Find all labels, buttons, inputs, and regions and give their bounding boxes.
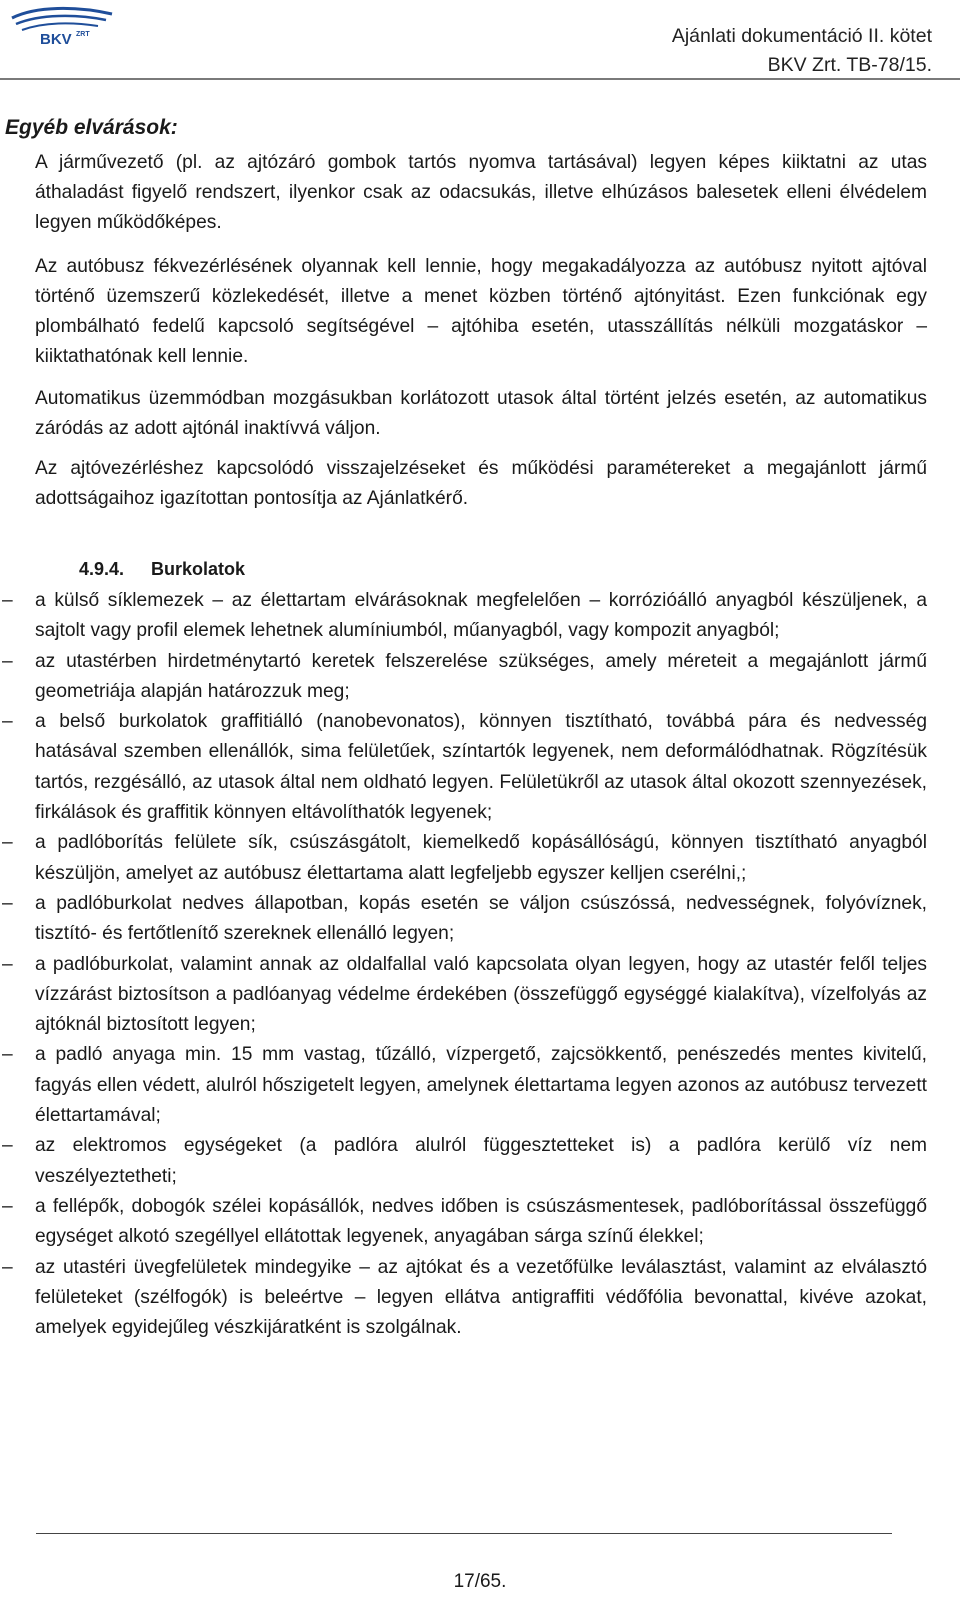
list-item-text: a padlóburkolat nedves állapotban, kopás esetén se váljon csúszóssá, nedvességnek, folyóvíznek, tisztító- és fertőtlenítő szereknek ellenálló legyen; [35,892,927,945]
list-item-text: az utastérben hirdetménytartó keretek felszerelése szükséges, amely méreteit a megajánlott jármű geometriája alapján határozzuk meg; [35,650,927,702]
dash-bullet: – [2,953,13,975]
subsection-heading [79,555,245,583]
list-item-text: a padlóburkolat, valamint annak az oldalfallal való kapcsolata olyan legyen, hogy az utastér felől teljes vízzárást biztosítson a padlóanyag védelme érdekében (összefüggő egységgé kialakítva), vízelfolyás az ajtóknál biztosított legyen; [35,953,927,1036]
list-item-text: a fellépők, dobogók szélei kopásállók, nedves időben is csúszásmentesek, padlóborítással összefüggő egységet alkotó szegéllyel ellátottak legyenek, anyagában sárga színű élekkel; [35,1195,927,1248]
list-item-text: a külső síklemezek – az élettartam elvárásoknak megfelelően – korrózióálló anyagból készüljenek, a sajtolt vagy profil elemek lehetnek alumíniumból, műanyagból, vagy kompozit anyagból; [35,590,927,642]
subsection-number: 4.9.4. [79,559,125,579]
list-item-text: a belső burkolatok graffitiálló (nanobevonatos), könnyen tisztítható, továbbá pára és nedvesség hatásával szemben ellenállók, sima felületűek, színtartók legyenek, nem deformálódhatnak. Rögzítésük tartós, rezgésálló, az utasok által nem oldható legyen. Felületükről az utasok által okozott szennyezések, firkálások és graffitik könnyen eltávolíthatók legyenek; [35,711,927,824]
list-item-text: az elektromos egységeket (a padlóra alulról függesztetteket is) a padlóra kerülő víz nem veszélyeztetheti; [35,1135,927,1187]
paragraph-2: Az autóbusz fékvezérlésének olyannak kell lennie, hogy megakadályozza az autóbusz nyitott ajtóval történő üzemszerű közlekedését, illetve a menet közben történő ajtónyitást. Ezen funkciónak egy plombálható fedelű kapcsoló segítségével – ajtóhiba esetén, utasszállítás nélküli mozgatáskor – kiiktathatónak kell lennie. [35,256,927,367]
footer-divider [36,1533,892,1534]
header-info [672,22,932,80]
subsection-title: Burkolatok [151,559,246,579]
list-item [0,1253,927,1344]
paragraph-3: Automatikus üzemmódban mozgásukban korlátozott utasok által történt jelzés esetén, az automatikus záródás az adott ajtónál inaktívvá váljon. [35,388,927,439]
dash-bullet: – [2,1044,13,1066]
paragraph-1: A járművezető (pl. az ajtózáró gombok tartós nyomva tartásával) legyen képes kiiktatni az utas áthaladást figyelő rendszert, ilyenkor csak az odacsukás, illetve elhúzásos balesetek elleni élvédelem legyen működőképes. [35,152,927,233]
document-reference: BKV Zrt. TB-78/15. [767,54,932,76]
list-item-text: a padló anyaga min. 15 mm vastag, tűzálló, vízpergető, zajcsökkentő, penészedés mentes kivitelű, fagyás ellen védett, alulról hőszigetelt legyen, amelynek élettartama legyen azonos az autóbusz tervezett élettartamával; [35,1044,927,1127]
list-item-text: a padlóborítás felülete sík, csúszásgátolt, kiemelkedő kopásállóságú, könnyen tisztítható anyagból készüljön, amelyet az autóbusz élettartama alatt legfeljebb egyszer kelljen cserélni,; [35,832,927,884]
page-header [0,0,960,82]
dash-bullet: – [2,590,13,611]
list-item [0,586,927,647]
dash-bullet: – [2,892,13,914]
page-number: 17/65. [453,1571,507,1592]
requirements-list [0,586,960,1343]
document-title: Ajánlati dokumentáció II. kötet [671,25,932,47]
logo-subtext: ZRT [76,31,90,38]
list-item [0,1131,927,1192]
dash-bullet: – [2,711,13,733]
dash-bullet: – [2,1256,13,1278]
dash-bullet: – [2,832,13,854]
list-item [0,1040,927,1131]
list-item [0,1192,927,1253]
list-item [0,950,927,1041]
list-item [0,707,927,828]
list-item [0,828,927,889]
dash-bullet: – [2,1135,13,1157]
bkv-logo [6,4,118,48]
list-item [0,647,927,708]
section-title: Egyéb elvárások: [5,116,178,139]
list-item [0,889,927,950]
dash-bullet: – [2,1195,13,1217]
header-divider [0,78,960,80]
list-item-text: az utastéri üvegfelületek mindegyike – az ajtókat és a vezetőfülke leválasztást, valamint az elválasztó felületeket (szélfogók) is beleértve – legyen ellátva antigraffiti védőfólia bevonattal, kivéve azokat, amelyek egyidejűleg vészkijáratként is szolgálnak. [35,1256,927,1339]
logo-text: BKV [40,31,72,48]
paragraph-4: Az ajtóvezérléshez kapcsolódó visszajelzéseket és működési paramétereket a megajánlott jármű adottságaihoz igazítottan pontosítja az Ajánlatkérő. [35,458,927,509]
dash-bullet: – [2,650,13,672]
